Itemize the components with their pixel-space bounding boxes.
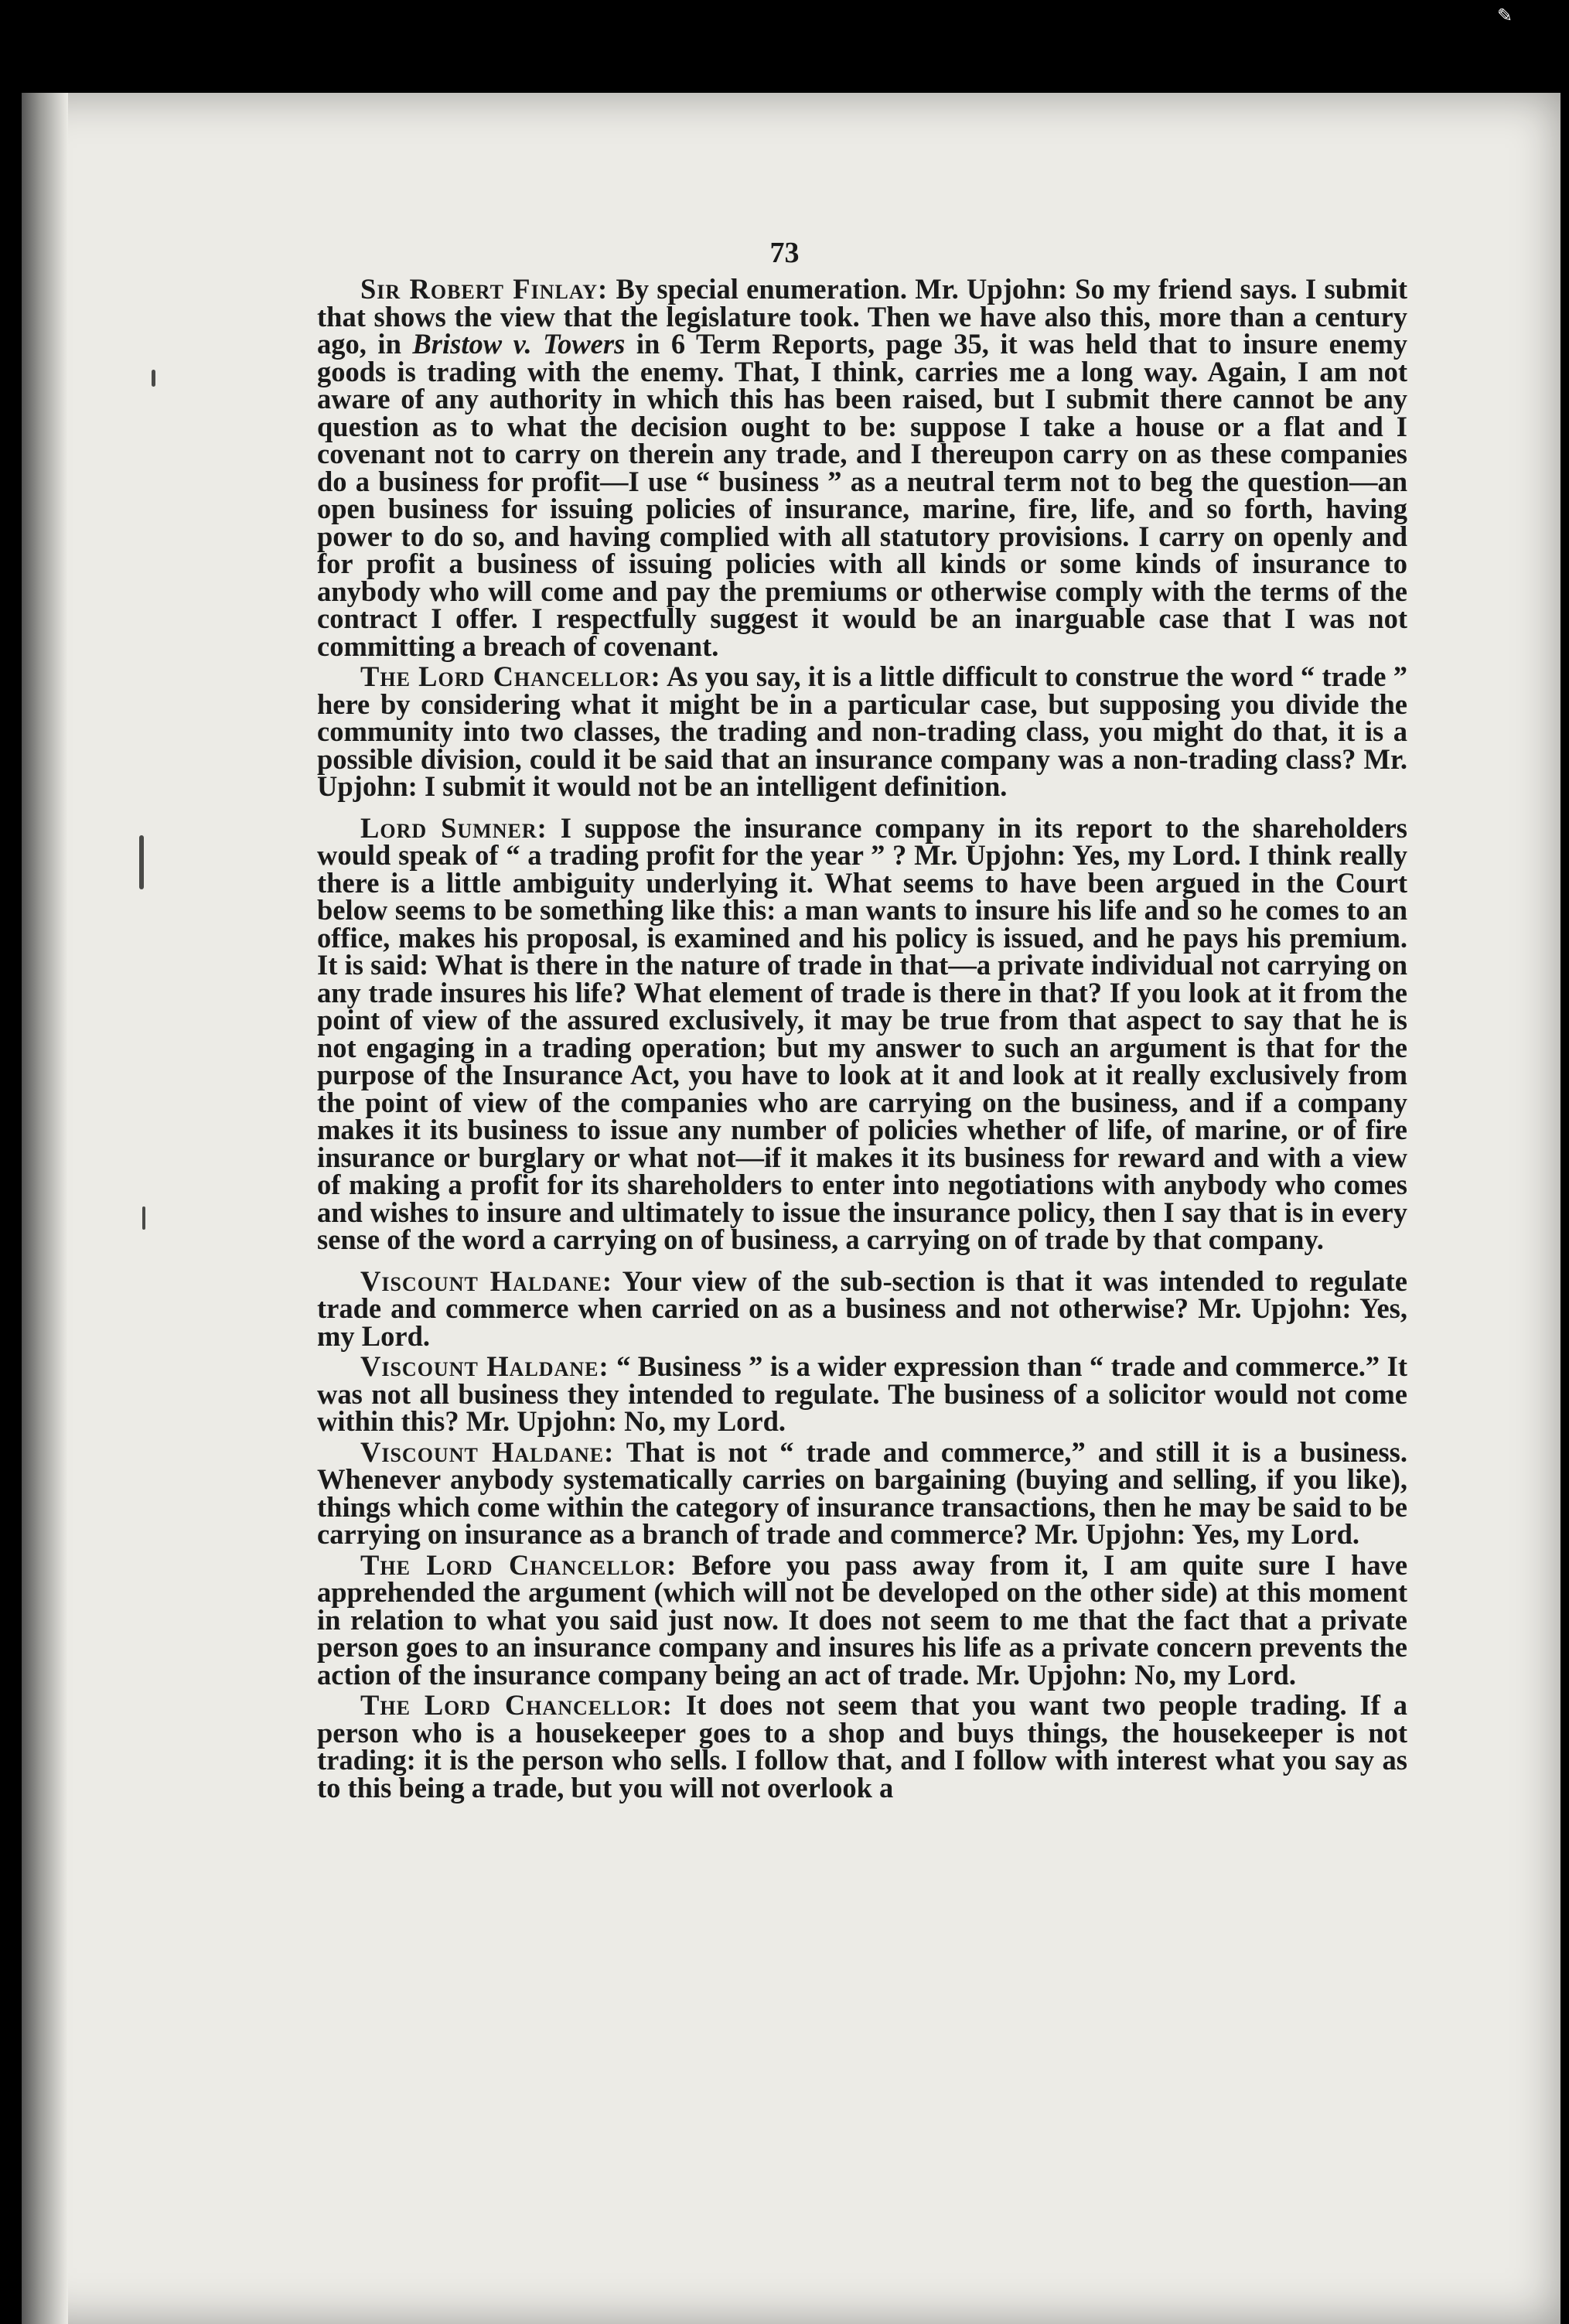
speaker-name: Lord Sumner: <box>360 811 547 844</box>
transcript-paragraph <box>317 1350 1407 1437</box>
transcript-paragraph <box>317 1264 1407 1352</box>
transcript-paragraph <box>317 1689 1408 1804</box>
transcript-paragraph <box>317 1435 1407 1550</box>
page-number: 73 <box>769 237 800 269</box>
speaker-name: The Lord Chancellor: <box>360 1689 673 1721</box>
paragraph-text: It does not seem that you want two people trading. If a person who is a housekeeper goes to a shop and buys things, the housekeeper is not trading: it is the person who sells. I follow that, and I follow with interest what you say as to this being a trade, but you will not overlook a <box>317 1689 1408 1804</box>
paragraph-text: Your view of the sub-section is that it was intended to regulate trade and commerce when carried on as a business and not otherwise? Mr. Upjohn: Yes, my Lord. <box>317 1264 1407 1352</box>
transcript-paragraph <box>317 1548 1408 1691</box>
paragraph-text: By special enumeration. Mr. Upjohn: So my friend says. I submit that shows the view that the legislature took. Then we have also this, more than a century ago, in Bristow v. Towers in 6 Term Reports, page 35, it was held that to insure enemy goods is trading with the enemy. That, I think, carries me a long way. Again, I am not aware of any authority in which this has been raised, but I submit there cannot be any question as to what the decision ought to be: suppose I take a house or a flat and I covenant not to carry on therein any trade, and I thereupon carry on as these companies do a business for profit—I use “ business ” as a neutral term not to beg the question—an open business for issuing policies of insurance, marine, fire, life, and so forth, having power to do so, and having complied with all statutory provisions. I carry on openly and for profit a business of issuing policies with all kinds or some kinds of insurance to anybody who will come and pay the premiums or otherwise comply with the terms of the contract I offer. I respectfully suggest it would be an inarguable case that I was not committing a breach of covenant. <box>317 273 1407 662</box>
paragraph-text: As you say, it is a little difficult to construe the word “ trade ” here by considering what it might be in a particular case, but supposing you divide the community into two classes, the trading and non-trading class, you might do that, it is a possible division, could it be said that an insurance company was a non-trading class? Mr. Upjohn: I submit it would not be an intelligent definition. <box>317 660 1407 802</box>
margin-smudge <box>139 835 144 889</box>
case-citation: Bristow v. Towers <box>412 328 626 360</box>
transcript-body <box>317 275 1407 1804</box>
transcript-paragraph <box>317 660 1407 802</box>
paragraph-text: “ Business ” is a wider expression than “ trade and commerce.” It was not all business they intended to regulate. The business of a solicitor would not come within this? Mr. Upjohn: No, my Lord. <box>317 1350 1407 1437</box>
transcript-paragraph <box>317 275 1407 660</box>
speaker-name: Viscount Haldane: <box>360 1350 609 1382</box>
speaker-name: The Lord Chancellor: <box>360 1548 677 1581</box>
page-gutter-shadow <box>22 93 68 2324</box>
margin-smudge <box>152 370 155 387</box>
speaker-name: Viscount Haldane: <box>360 1264 613 1297</box>
paragraph-text: I suppose the insurance company in its report to the shareholders would speak of “ a trading profit for the year ” ? Mr. Upjohn: Yes, my Lord. I think really there is a little ambiguity underlying it. What seems to have been argued in the Court below seems to be something like this: a man wants to insure his life and so he comes to an office, makes his proposal, is examined and his policy is issued, and he pays his premium. It is said: What is there in the nature of trade in that—a private individual not carrying on any trade insures his life? What element of trade is there in that? If you look at it from the point of view of the assured exclusively, it may be true from that aspect to say that he is not engaging in a trading operation; but my answer to such an argument is that for the purpose of the Insurance Act, you have to look at it and look at it really exclusively from the point of view of the companies who are carrying on the business, and if a company makes it its business to issue any number of policies whether of life, of marine, or of fire insurance or burglary or what not—if it makes it its business for reward and with a view of making a profit for its shareholders to enter into negotiations with anybody who comes and wishes to insure and ultimately to issue the insurance policy, then I say that is in every sense of the word a carrying on of business, a carrying on of trade by that company. <box>317 811 1407 1255</box>
margin-smudge <box>142 1206 145 1230</box>
speaker-name: Viscount Haldane: <box>360 1435 615 1468</box>
speaker-name: Sir Robert Finlay: <box>360 273 609 305</box>
speaker-name: The Lord Chancellor: <box>360 660 661 692</box>
scan-corner-mark: ✎ <box>1496 6 1513 26</box>
transcript-paragraph <box>317 811 1407 1255</box>
paragraph-text: Before you pass away from it, I am quite sure I have apprehended the argument (which will not be developed on the other side) at this moment in relation to what you said just now. It does not seem to me that the fact that a private person goes to an insurance company and insures his life as a private concern prevents the action of the insurance company being an act of trade. Mr. Upjohn: No, my Lord. <box>317 1548 1408 1691</box>
paragraph-text: That is not “ trade and commerce,” and still it is a business. Whenever anybody systematically carries on bargaining (buying and selling, if you like), things which come within the category of insurance transactions, then he may be said to be carrying on insurance as a branch of trade and commerce? Mr. Upjohn: Yes, my Lord. <box>317 1435 1407 1550</box>
